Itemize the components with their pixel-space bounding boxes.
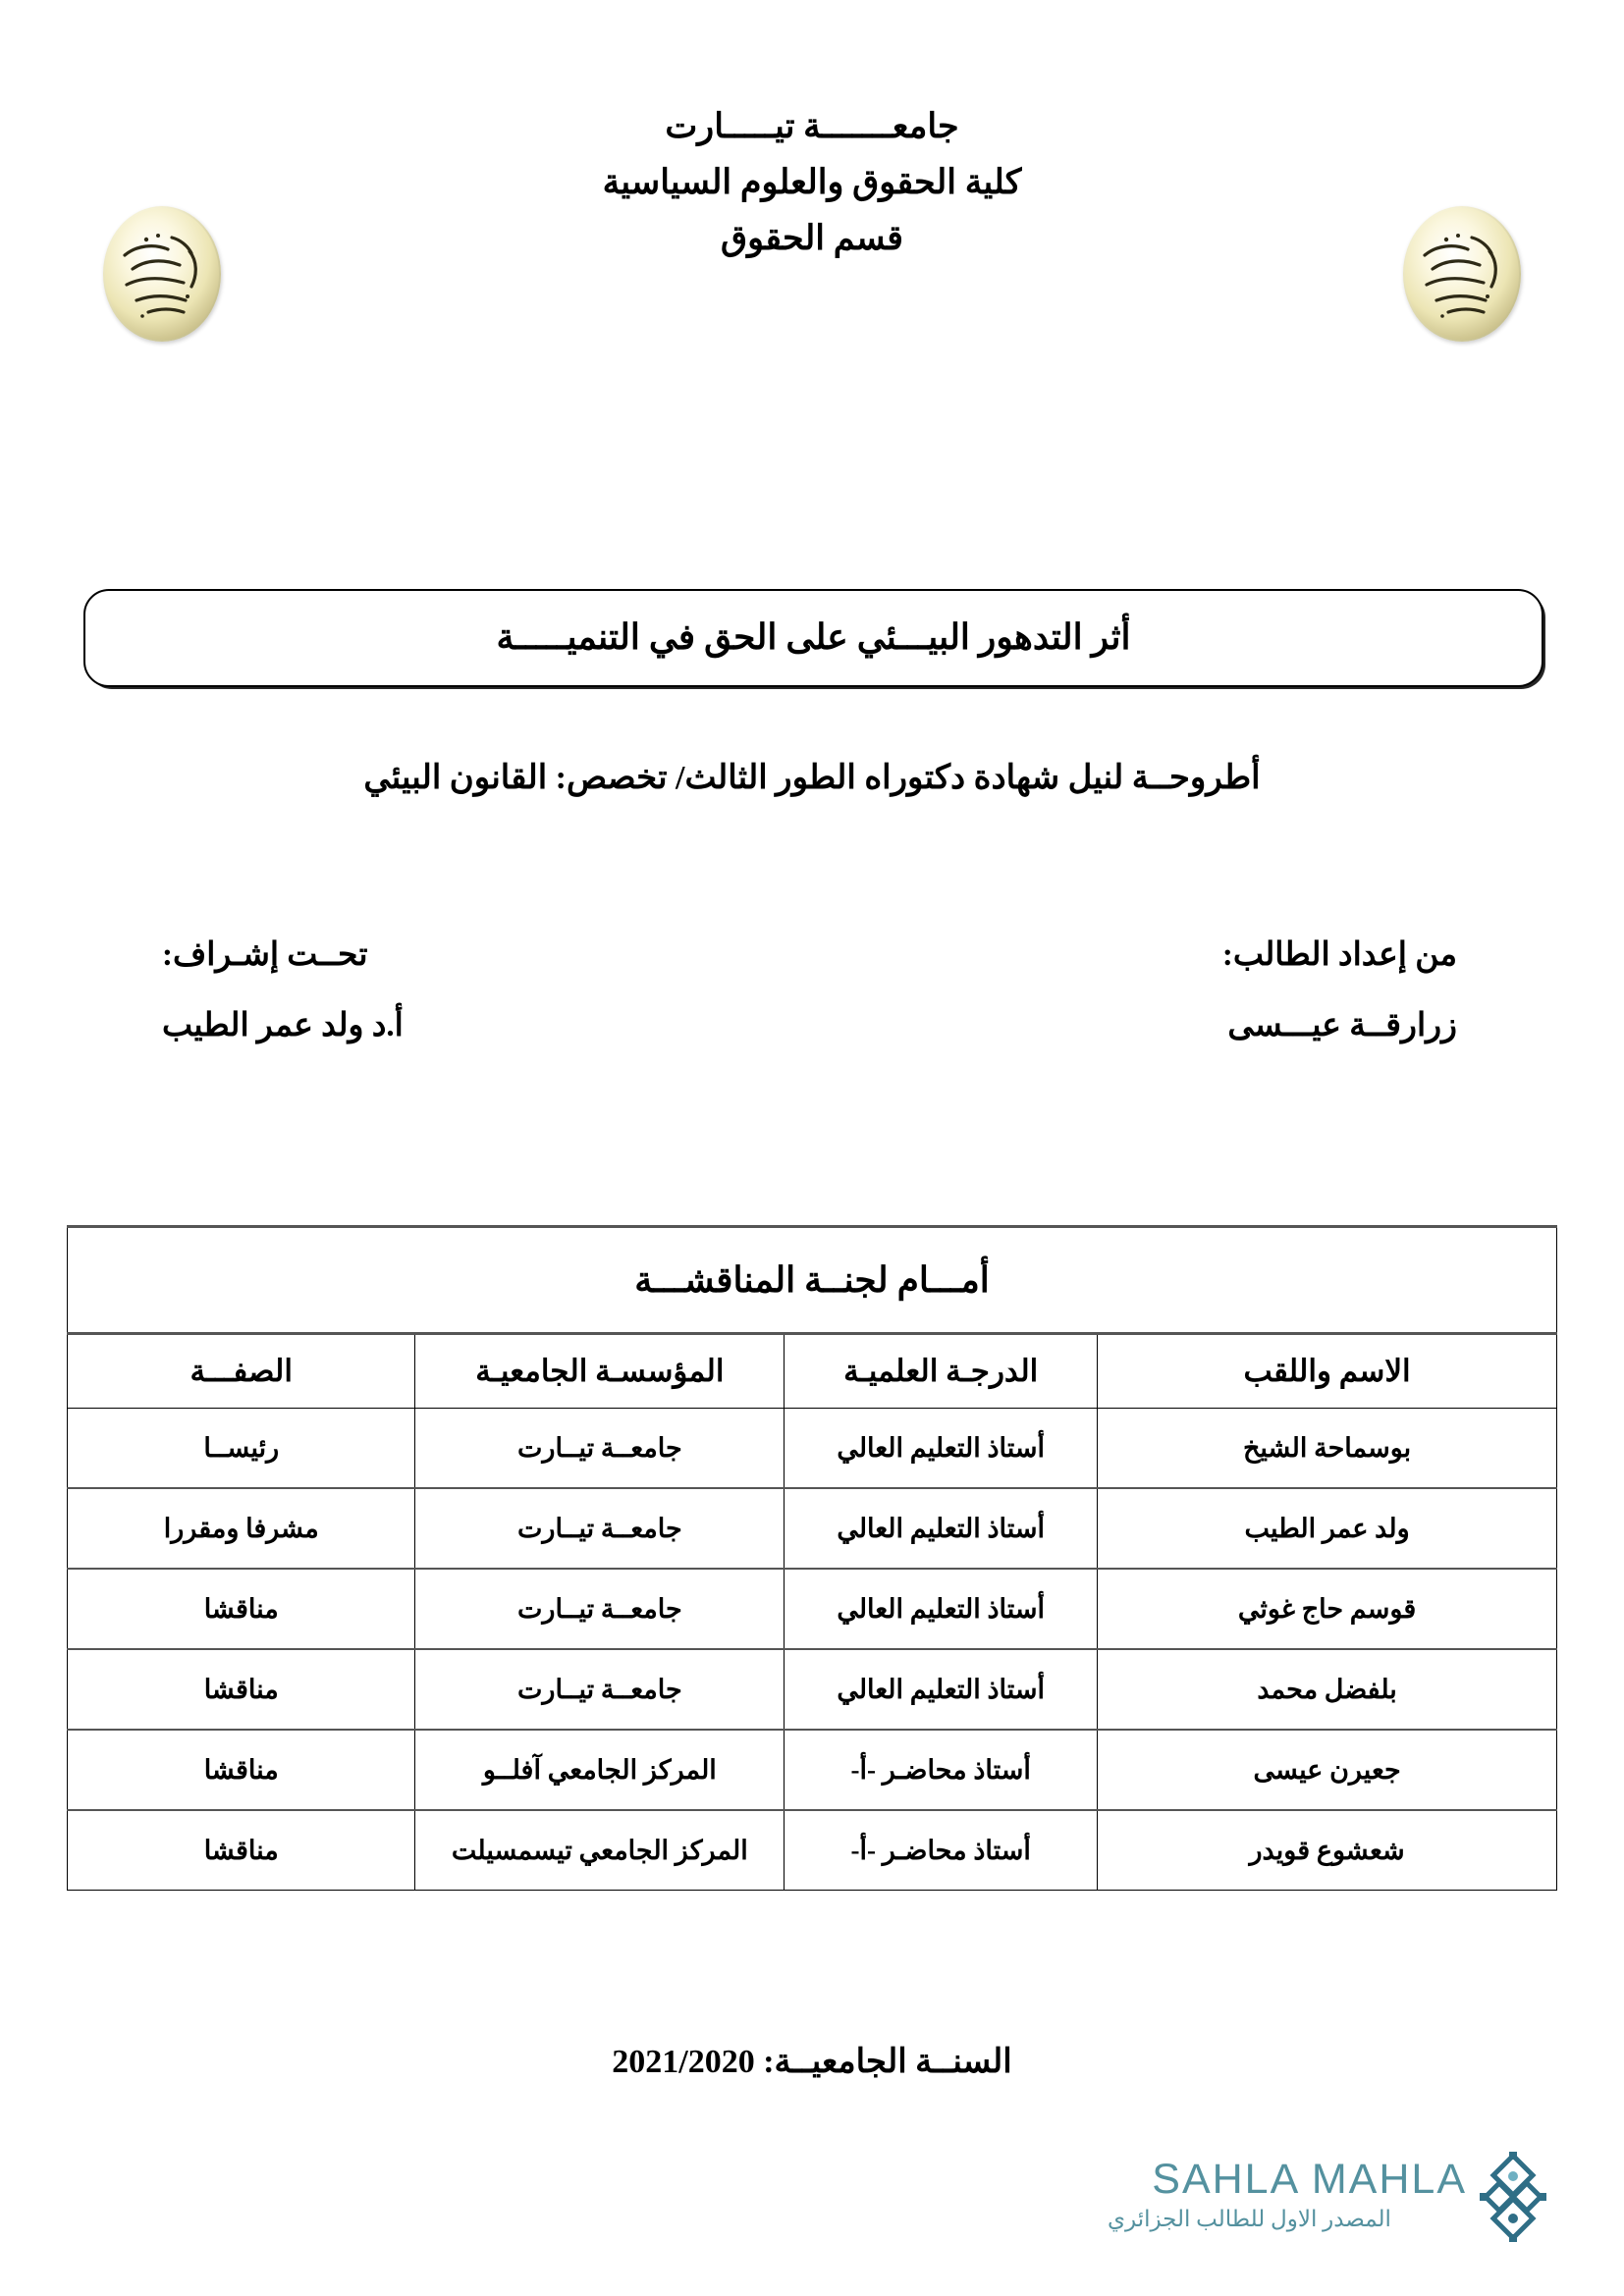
cell-name: قوسم حاج غوثي (1098, 1569, 1557, 1649)
cell-name: شعشوع قويدر (1098, 1810, 1557, 1891)
column-header-institution: المؤسسـة الجامعيـة (415, 1334, 785, 1409)
cell-role: مناقشا (68, 1810, 415, 1891)
cell-name: بلفضل محمد (1098, 1649, 1557, 1730)
jury-caption-row (68, 1227, 1557, 1334)
column-header-grade: الدرجـة العلميـة (785, 1334, 1098, 1409)
table-row (68, 1569, 1557, 1649)
university-name: جامعـــــــة تيـــــارت (665, 107, 959, 145)
academic-year: السنــة الجامعيــة: 2021/2020 (612, 2044, 1012, 2080)
header-title-block (0, 98, 1624, 266)
people-block (118, 937, 1506, 1044)
table-row (68, 1730, 1557, 1810)
cell-institution: المركز الجامعي تيسمسيلت (415, 1810, 785, 1891)
supervisor-name: أ.د ولد عمر الطيب (162, 1008, 404, 1044)
thesis-subtitle: أطروحــة لنيل شهادة دكتوراه الطور الثالث/ تخصص: القانون البيئي (363, 760, 1261, 796)
watermark-brand: SAHLA MAHLA (1152, 2156, 1467, 2204)
cell-institution: جامعــة تيــارت (415, 1569, 785, 1649)
jury-caption: أمـــام لجنــة المناقشـــة (68, 1227, 1557, 1334)
cell-role: مشرفا ومقررا (68, 1488, 415, 1569)
sahla-mahla-watermark (1108, 2145, 1549, 2248)
cell-grade: أستاذ التعليم العالي (785, 1488, 1098, 1569)
cell-name: بوسماحة الشيخ (1098, 1409, 1557, 1489)
thesis-title: أثر التدهور البيـــئي على الحق في التنميـــــة (496, 617, 1131, 658)
cell-grade: أستاذ التعليم العالي (785, 1409, 1098, 1489)
student-column (819, 937, 1506, 1044)
cell-role: مناقشا (68, 1569, 415, 1649)
berber-diamond-logo-icon (1477, 2150, 1549, 2244)
cell-institution: جامعــة تيــارت (415, 1488, 785, 1569)
table-row (68, 1810, 1557, 1891)
cell-role: مناقشا (68, 1649, 415, 1730)
student-name: زرارقــة عيـــسى (1227, 1008, 1457, 1044)
table-row (68, 1409, 1557, 1489)
cell-role: مناقشا (68, 1730, 415, 1810)
cell-grade: أستاذ التعليم العالي (785, 1649, 1098, 1730)
cell-name: ولد عمر الطيب (1098, 1488, 1557, 1569)
department-name: قسم الحقوق (721, 219, 903, 257)
thesis-title-box (83, 589, 1543, 687)
cell-role: رئيســا (68, 1409, 415, 1489)
jury-table (67, 1225, 1557, 1891)
column-header-role: الصفـــة (68, 1334, 415, 1409)
supervisor-column (118, 937, 800, 1044)
watermark-tagline: المصدر الاول للطالب الجزائري (1108, 2207, 1391, 2232)
faculty-name: كلية الحقوق والعلوم السياسية (602, 163, 1022, 201)
cell-institution: جامعــة تيــارت (415, 1649, 785, 1730)
column-header-name: الاسم واللقب (1098, 1334, 1557, 1409)
cell-institution: المركز الجامعي آفلــو (415, 1730, 785, 1810)
table-row (68, 1649, 1557, 1730)
cell-grade: أستاذ محاضـر -أ- (785, 1730, 1098, 1810)
cell-name: جعيرن عيسى (1098, 1730, 1557, 1810)
supervisor-label: تحــت إشـراف: (162, 937, 368, 973)
table-row (68, 1488, 1557, 1569)
jury-header-row (68, 1334, 1557, 1409)
jury-body (68, 1409, 1557, 1891)
page-header (0, 98, 1624, 285)
cell-grade: أستاذ محاضـر -أ- (785, 1810, 1098, 1891)
watermark-text (1108, 2156, 1477, 2234)
cell-institution: جامعــة تيــارت (415, 1409, 785, 1489)
student-label: من إعداد الطالب: (1221, 937, 1457, 973)
cell-grade: أستاذ التعليم العالي (785, 1569, 1098, 1649)
